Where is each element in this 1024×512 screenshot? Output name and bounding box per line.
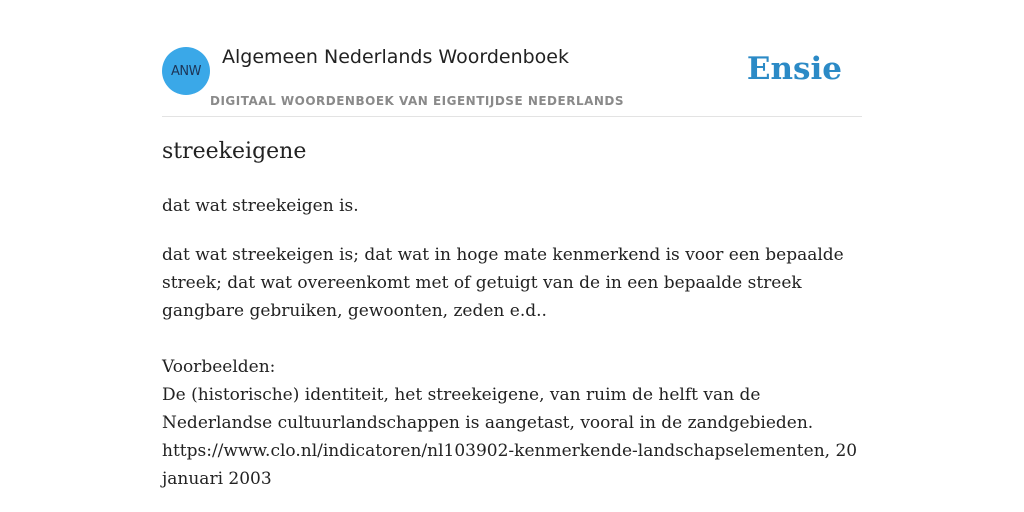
spacer <box>162 325 862 353</box>
definition-line: streek; dat wat overeenkomt met of getuigt van de in een bepaalde streek <box>162 273 802 293</box>
definition-line: dat wat streekeigen is; dat wat in hoge mate kenmerkend is voor een bepaalde <box>162 245 844 265</box>
entry-summary: dat wat streekeigen is. <box>162 196 359 216</box>
example-line: Nederlandse cultuurlandschappen is aangetast, vooral in de zandgebieden. <box>162 413 814 433</box>
examples-label: Voorbeelden: <box>162 357 276 377</box>
ensie-brand-link[interactable]: Ensie <box>746 51 842 87</box>
site-tagline: DIGITAAL WOORDENBOEK VAN EIGENTIJDSE NEDERLANDS <box>210 94 625 108</box>
page-container <box>162 0 862 512</box>
page-title: streekeigene <box>162 139 307 164</box>
example-source-link[interactable]: https://www.clo.nl/indicatoren/nl103902-kenmerkende-landschapselementen, 20 <box>162 441 858 461</box>
header <box>162 0 862 117</box>
site-title[interactable]: Algemeen Nederlands Woordenboek <box>222 46 569 68</box>
anw-logo-text: ANW <box>171 63 201 79</box>
definition-text <box>162 241 862 325</box>
anw-logo[interactable] <box>162 47 210 95</box>
entry-definition <box>162 241 862 493</box>
examples-block <box>162 353 862 493</box>
definition-line: gangbare gebruiken, gewoonten, zeden e.d.. <box>162 301 547 321</box>
example-line: De (historische) identiteit, het streekeigene, van ruim de helft van de <box>162 385 761 405</box>
example-line: januari 2003 <box>162 469 272 489</box>
